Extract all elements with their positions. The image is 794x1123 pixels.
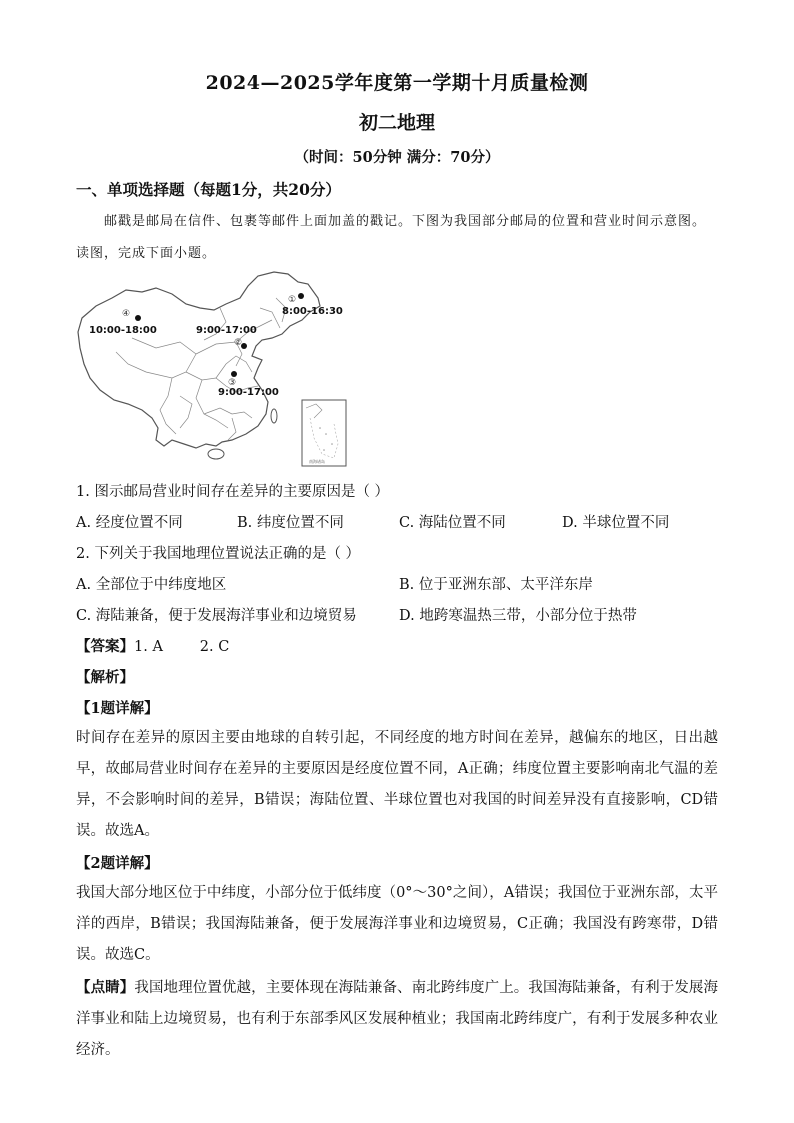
- taiwan-island: [271, 409, 277, 423]
- map-label-north: 9:00-17:00: [196, 325, 257, 336]
- q2-analysis-text: 我国大部分地区位于中纬度，小部分位于低纬度（0°～30°之间），A错误；我国位于亚洲东部，太平洋的西岸，B错误；我国海陆兼备，便于发展海洋事业和边境贸易，C正确；我国没有跨寒带，D错误。故选C。: [76, 885, 718, 963]
- tip-paragraph: [76, 972, 718, 1066]
- question-2-stem: 2. 下列关于我国地理位置说法正确的是（ ）: [76, 546, 361, 562]
- marker-4: ④: [122, 309, 131, 319]
- marker-3: ③: [228, 378, 237, 388]
- hainan-island: [208, 449, 224, 459]
- q1-option-c: C. 海陆位置不同: [399, 515, 506, 531]
- q2-option-c: C. 海陆兼备，便于发展海洋事业和边境贸易: [76, 608, 357, 624]
- post-office-dot-4: [135, 315, 141, 321]
- exam-meta: （时间：50分钟 满分：70分）: [294, 149, 500, 166]
- q1-analysis-heading: 【1题详解】: [76, 700, 159, 717]
- question-1-stem: 1. 图示邮局营业时间存在差异的主要原因是（ ）: [76, 484, 390, 500]
- china-map-figure: [76, 268, 366, 473]
- inset-label: 南海诸岛: [309, 459, 325, 464]
- answer-line: [76, 635, 229, 656]
- map-label-east: 9:00-17:00: [218, 387, 279, 398]
- marker-1: ①: [288, 295, 297, 305]
- q2-analysis-heading: 【2题详解】: [76, 855, 159, 872]
- answer-tag: 【答案】: [76, 638, 134, 655]
- map-label-west: 10:00-18:00: [89, 325, 157, 336]
- q2-option-a: A. 全部位于中纬度地区: [76, 577, 227, 593]
- q2-option-b: B. 位于亚洲东部、太平洋东岸: [399, 577, 593, 593]
- analysis-tag: 【解析】: [76, 669, 134, 686]
- q1-analysis-text: 时间存在差异的原因主要由地球的自转引起，不同经度的地方时间在差异，越偏东的地区，日出越早，故邮局营业时间存在差异的主要原因是经度位置不同，A正确；纬度位置主要影响南北气温的差异，不会影响时间的差异，B错误；海陆位置、半球位置也对我国的时间差异没有直接影响，CD错误。故选A。: [76, 730, 718, 839]
- mainland-outline: [78, 272, 320, 448]
- intro-line-1: 邮戳是邮局在信件、包裹等邮件上面加盖的戳记。下图为我国部分邮局的位置和营业时间示意图。: [104, 214, 707, 229]
- south-china-sea-inset: [302, 400, 346, 466]
- tip-text: 我国地理位置优越，主要体现在海陆兼备、南北跨纬度广上。我国海陆兼备，有利于发展海洋事业和陆上边境贸易，也有利于东部季风区发展种植业；我国南北跨纬度广，有利于发展多种农业经济。: [76, 980, 718, 1058]
- exam-title: 2024—2025学年度第一学期十月质量检测: [205, 72, 589, 94]
- china-map: [76, 268, 366, 473]
- marker-2: ②: [234, 338, 243, 348]
- q1-option-b: B. 纬度位置不同: [237, 515, 344, 531]
- q1-option-a: A. 经度位置不同: [76, 515, 183, 531]
- answer-text: 1. A 2. C: [134, 639, 230, 655]
- tip-tag: 【点睛】: [76, 979, 135, 996]
- subject-title: 初二地理: [358, 112, 435, 134]
- post-office-dot-1: [298, 293, 304, 299]
- q1-option-d: D. 半球位置不同: [562, 515, 670, 531]
- intro-line-2: 读图，完成下面小题。: [76, 246, 217, 261]
- post-office-dot-3: [231, 371, 237, 377]
- q2-option-d: D. 地跨寒温热三带，小部分位于热带: [399, 608, 637, 624]
- section-heading: 一、单项选择题（每题1分，共20分）: [76, 180, 341, 199]
- map-label-northeast: 8:00-16:30: [282, 306, 343, 317]
